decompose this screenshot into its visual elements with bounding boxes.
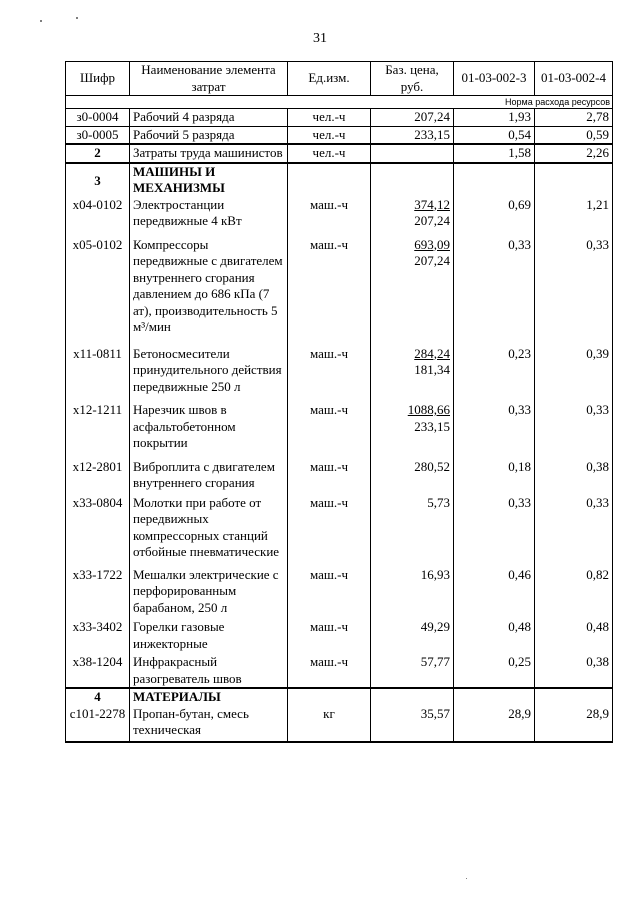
row-code: 2 [66,144,130,163]
row-price: 693,09 [414,236,450,252]
row-name: Затраты труда машинистов [130,144,288,163]
row-value-1: 0,33 [454,237,535,346]
table-row [66,567,613,620]
row-value-1: 0,46 [454,567,535,620]
row-code: з0-0004 [66,109,130,127]
row-name: Рабочий 5 разряда [130,126,288,144]
row-value-2: 0,39 [535,346,613,403]
scan-speck [40,20,42,22]
row-code: х12-2801 [66,459,130,495]
row-value-2: 0,38 [535,654,613,688]
row-name: Горелки газовые инжекторные [130,619,288,654]
row-code: х05-0102 [66,237,130,346]
row-code: х33-1722 [66,567,130,620]
scan-speck [76,17,78,19]
row-value-1: 0,33 [454,495,535,567]
row-value-1: 1,93 [454,109,535,127]
row-price: 207,24 [371,109,454,127]
row-value-1: 0,48 [454,619,535,654]
row-value-2: 0,33 [535,495,613,567]
row-name: Пропан-бутан, смесь техническая [130,706,288,742]
table-row [66,402,613,459]
table-row [66,144,613,163]
row-code: х04-0102 [66,197,130,237]
norma-label: Норма расхода ресурсов [66,96,613,109]
row-name: Рабочий 4 разряда [130,109,288,127]
row-price: 49,29 [371,619,454,654]
norma-row [66,96,613,109]
table-row [66,459,613,495]
table-row [66,654,613,688]
row-price: 374,12 [414,196,450,212]
row-unit: маш.-ч [288,495,371,567]
row-code: х33-0804 [66,495,130,567]
row-name: Нарезчик швов в асфальтобетонном покрытии [130,402,288,459]
row-unit: чел.-ч [288,144,371,163]
row-unit: маш.-ч [288,237,371,346]
row-code: з0-0005 [66,126,130,144]
row-value-1: 0,18 [454,459,535,495]
table-row [66,197,613,237]
table-row [66,495,613,567]
header-unit: Ед.изм. [288,62,371,96]
row-code: 3 [66,163,130,197]
resource-norms-table [65,61,613,743]
row-code: 4 [66,688,130,706]
row-unit: маш.-ч [288,197,371,237]
header-code: Шифр [66,62,130,96]
header-price: Баз. цена, руб. [371,62,454,96]
header-col1: 01-03-002-3 [454,62,535,96]
row-unit: маш.-ч [288,459,371,495]
table-row [66,109,613,127]
row-value-1: 0,69 [454,197,535,237]
row-name: Мешалки электрические с перфорированным барабаном, 250 л [130,567,288,620]
row-name: Виброплита с двигателем внутреннего сгорания [130,459,288,495]
row-code: х38-1204 [66,654,130,688]
row-price: 233,15 [371,126,454,144]
row-value-1: 0,25 [454,654,535,688]
row-name: Инфракрасный разогреватель швов [130,654,288,688]
table-row [66,706,613,742]
row-price: 1088,66 [407,402,450,417]
row-name: Электростанции передвижные 4 кВт [130,197,288,237]
row-unit: маш.-ч [288,619,371,654]
row-value-1: 0,23 [454,346,535,403]
row-code: х12-1211 [66,402,130,459]
row-name: Молотки при работе от передвижных компрессорных станций отбойные пневматические [130,495,288,567]
row-value-1: 28,9 [454,706,535,742]
table-row [66,619,613,654]
page-number: 31 [313,31,327,46]
header-name: Наименование элемента затрат [130,62,288,96]
row-name: Бетоносмесители принудительного действия передвижные 250 л [130,346,288,403]
row-value-2: 2,78 [535,109,613,127]
row-price: 57,77 [371,654,454,688]
table-header-row [66,62,613,96]
row-price-secondary: 207,24 [414,213,450,228]
section-title: МАТЕРИАЛЫ [130,688,288,706]
row-price: 284,24 [414,345,450,361]
row-unit: чел.-ч [288,109,371,127]
row-value-2: 0,33 [535,237,613,346]
row-price: 16,93 [371,567,454,620]
row-unit: маш.-ч [288,346,371,403]
row-unit: кг [288,706,371,742]
row-value-2: 0,48 [535,619,613,654]
row-price: 5,73 [371,495,454,567]
row-value-2: 0,38 [535,459,613,495]
row-price-secondary: 207,24 [414,253,450,268]
header-col2: 01-03-002-4 [535,62,613,96]
row-unit: маш.-ч [288,567,371,620]
row-value-1: 0,33 [454,402,535,459]
row-price: 280,52 [371,459,454,495]
row-value-2: 0,82 [535,567,613,620]
section-title: МАШИНЫ И МЕХАНИЗМЫ [130,163,288,197]
row-value-1: 0,54 [454,126,535,144]
row-price-secondary: 181,34 [414,362,450,377]
section-row [66,688,613,706]
row-code: х33-3402 [66,619,130,654]
table-row [66,126,613,144]
table-row [66,346,613,403]
row-value-2: 1,21 [535,197,613,237]
row-unit: маш.-ч [288,402,371,459]
row-price [371,144,454,163]
row-code: х11-0811 [66,346,130,403]
row-value-2: 0,59 [535,126,613,144]
row-value-2: 0,33 [535,402,613,459]
row-price: 35,57 [371,706,454,742]
row-price-secondary: 233,15 [414,418,450,434]
row-code: с101-2278 [66,706,130,742]
table-row [66,237,613,346]
row-unit: маш.-ч [288,654,371,688]
row-value-2: 2,26 [535,144,613,163]
scan-speck [466,878,467,879]
row-unit: чел.-ч [288,126,371,144]
section-row [66,163,613,197]
row-value-1: 1,58 [454,144,535,163]
row-value-2: 28,9 [535,706,613,742]
row-name: Компрессоры передвижные с двигателем внутреннего сгорания давлением до 686 кПа (7 ат), производительность 5 м³/мин [130,237,288,346]
